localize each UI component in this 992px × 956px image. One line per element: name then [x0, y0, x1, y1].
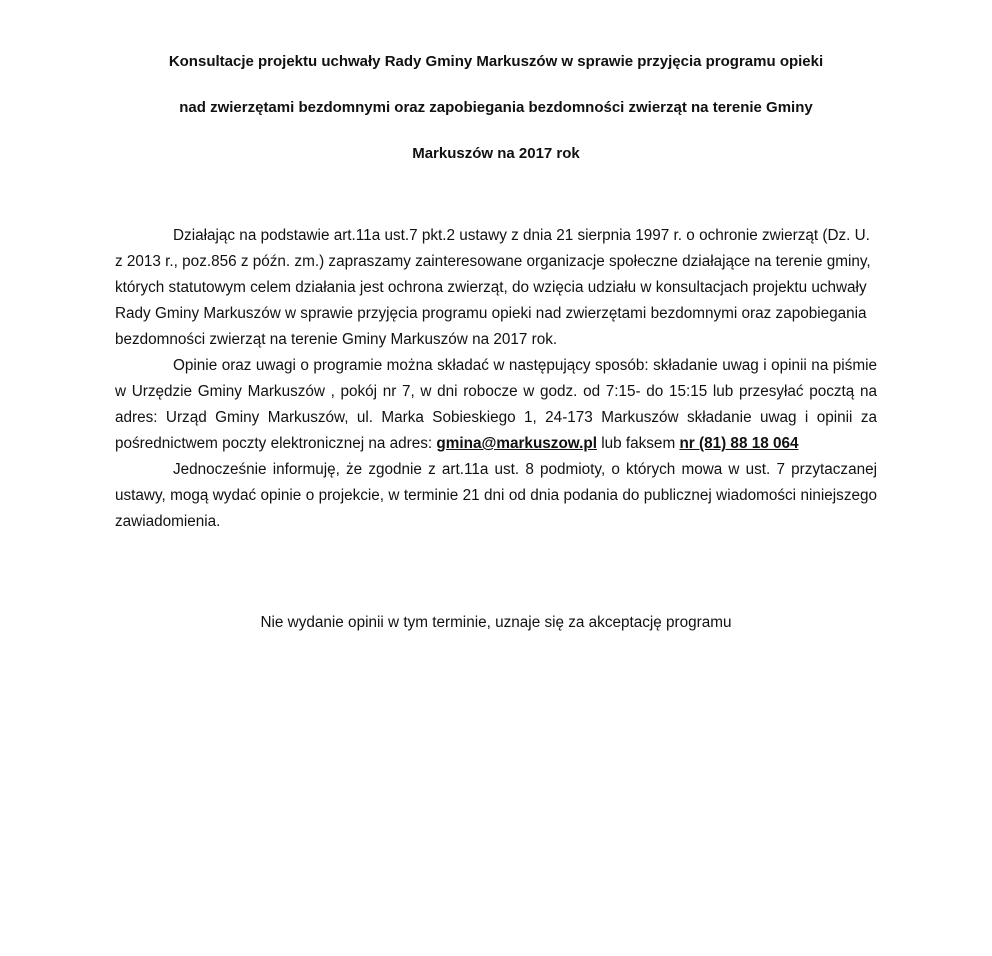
title-line-3: Markuszów na 2017 rok [412, 145, 580, 162]
fax-number-link[interactable]: nr (81) 88 18 064 [679, 435, 799, 452]
paragraph-submission-text: Opinie oraz uwagi o programie można składać w następujący sposób: składanie uwag i opinii na piśmie w Urzędzie Gminy Markuszów , pokój nr 7, w dni robocze w godz. od 7:15- do 15:15 lub przesyłać pocztą na adres: Urząd Gminy Markuszów, ul. Marka Sobieskiego 1, 24-173 Markuszów składanie uwag i opinii za pośrednictwem poczty elektronicznej na adres: [115, 357, 877, 452]
paragraph-deadline: Jednocześnie informuję, że zgodnie z art.11a ust. 8 podmioty, o których mowa w ust. 7 przytaczanej ustawy, mogą wydać opinie o projekcie, w terminie 21 dni od dnia podania do publicznej wiadomości niniejszego zawiadomienia. [115, 461, 877, 530]
title-line-1: Konsultacje projektu uchwały Rady Gminy Markuszów w sprawie przyjęcia programu opieki [168, 53, 824, 70]
paragraph-submission-methods [115, 353, 877, 457]
closing-statement: Nie wydanie opinii w tym terminie, uznaje się za akceptację programu [260, 614, 732, 631]
title-line-2: nad zwierzętami bezdomnymi oraz zapobiegania bezdomności zwierząt na terenie Gminy [179, 99, 813, 116]
document-title [114, 52, 878, 164]
paragraph-submission-between: lub faksem [601, 435, 676, 452]
paragraph-legal-basis: Działając na podstawie art.11a ust.7 pkt.2 ustawy z dnia 21 sierpnia 1997 r. o ochronie zwierząt (Dz. U. z 2013 r., poz.856 z późn. zm.) zapraszamy zainteresowane organizacje społeczne działające na terenie gminy, których statutowym celem działania jest ochrona zwierząt, do wzięcia udziału w konsultacjach projektu uchwały Rady Gminy Markuszów w sprawie przyjęcia programu opieki nad zwierzętami bezdomnymi oraz zapobiegania bezdomności zwierząt na terenie Gminy Markuszów na 2017 rok. [115, 227, 871, 348]
document-body [115, 223, 877, 535]
email-link[interactable]: gmina@markuszow.pl [436, 435, 597, 452]
